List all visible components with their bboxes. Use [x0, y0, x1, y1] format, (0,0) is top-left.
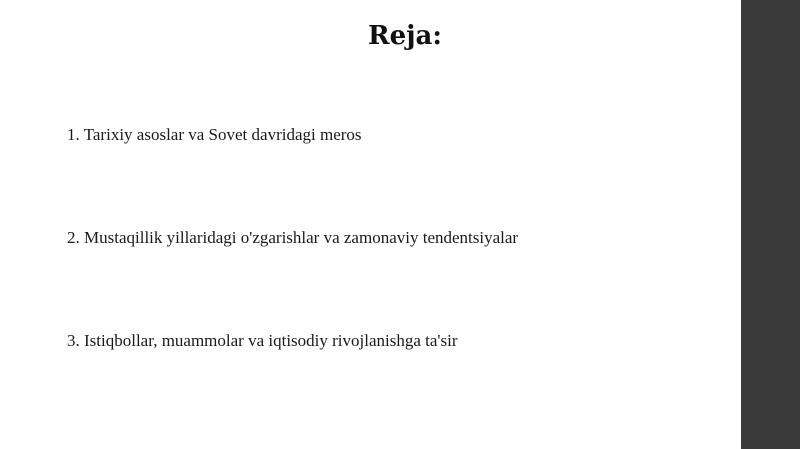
slide-title: Reja:: [367, 21, 442, 51]
side-panel: [741, 0, 800, 449]
plan-item-3: 3. Istiqbollar, muammolar va iqtisodiy rivojlanishga ta'sir: [67, 331, 458, 350]
plan-item-1: 1. Tarixiy asoslar va Sovet davridagi meros: [67, 125, 362, 144]
plan-item-2: 2. Mustaqillik yillaridagi o'zgarishlar va zamonaviy tendentsiyalar: [67, 228, 519, 247]
